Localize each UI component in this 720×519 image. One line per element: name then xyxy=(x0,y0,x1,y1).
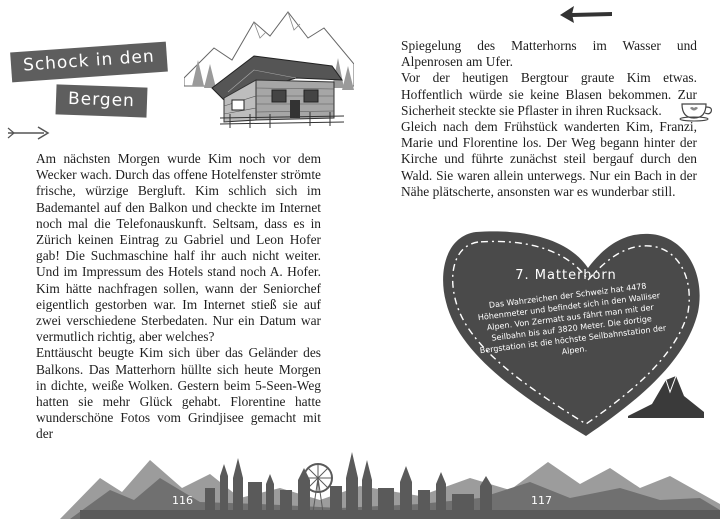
left-paragraph-2: Enttäuscht beugte Kim sich über das Geländer des Balkons. Das Matterhorn hüllte sich heute Morgen in dichte, weiße Wolken. Gestern beim 5-Seen-Weg hatten sie mehr Glück gehabt. Florentine hatte wunderschöne Fotos vom Grindjisee gemacht mit der xyxy=(36,345,321,442)
city-skyline-illustration xyxy=(0,438,720,519)
right-column-text xyxy=(401,38,697,200)
matterhorn-sketch xyxy=(626,372,706,418)
right-paragraph-1: Spiegelung des Matterhorns im Wasser und Alpenrosen am Ufer. xyxy=(401,38,697,70)
mountain-hut-illustration xyxy=(184,8,354,130)
right-paragraph-3: Gleich nach dem Frühstück wanderten Kim, Franzi, Marie und Florentine los. Der Weg begann hinter der Kirche und führte zunächst steil bergauf durch den Wald. Sie waren allein unterwegs. Nur ein Bach in der Nähe plätscherte, ansonsten war es wunderbar still. xyxy=(401,119,697,199)
left-paragraph-1: Am nächsten Morgen wurde Kim noch vor dem Wecker wach. Durch das offene Hotelfenster strömte frische, würzige Bergluft. Kim schlich sich im Bademantel auf den Balkon und checkte im Internet noch mal die Telefonauskunft. Seltsam, dass es in Zürich keinen Eintrag zu Gabriel und Leon Hofer gab! Die Suchmaschine half ihr auch nicht weiter. Und im Impressum des Hotels stand noch A. Hofer. Kim hätte nachfragen sollen, wann der Seniorchef eigentlich gestorben war. Im Internet stieß sie auf zwei verschiedene Sterbedaten. Nur ein Datum war vermutlich richtig, aber welches? xyxy=(36,151,321,345)
arrow-left-icon xyxy=(558,4,614,24)
right-paragraph-2: Vor der heutigen Bergtour graute Kim etwas. Hoffentlich würde sie keine Blasen bekommen. Zur Sicherheit steckte sie Pflaster in ihren Rucksack. xyxy=(401,70,697,118)
info-box-text: Das Wahrzeichen der Schweiz hat 4478 Höhenmeter und befindet sich in den Walliser Alpen. Von Zermatt aus fährt man mit der Seilbahn bis auf 3820 Meter. Die dortige Bergstation ist die höchste Seilbahnstation der Alpen. xyxy=(477,281,667,357)
info-box-title: 7. Matterhorn xyxy=(515,268,617,283)
chapter-title-part-1: Schock in den xyxy=(22,46,156,76)
page-number-left: 116 xyxy=(172,494,193,507)
arrow-right-icon xyxy=(6,124,50,142)
title-banner-line-2 xyxy=(56,84,148,117)
page-number-right: 117 xyxy=(531,494,552,507)
chapter-title-part-2: Bergen xyxy=(67,88,136,112)
left-column-text xyxy=(36,151,321,443)
title-banner-line-1 xyxy=(10,42,168,83)
